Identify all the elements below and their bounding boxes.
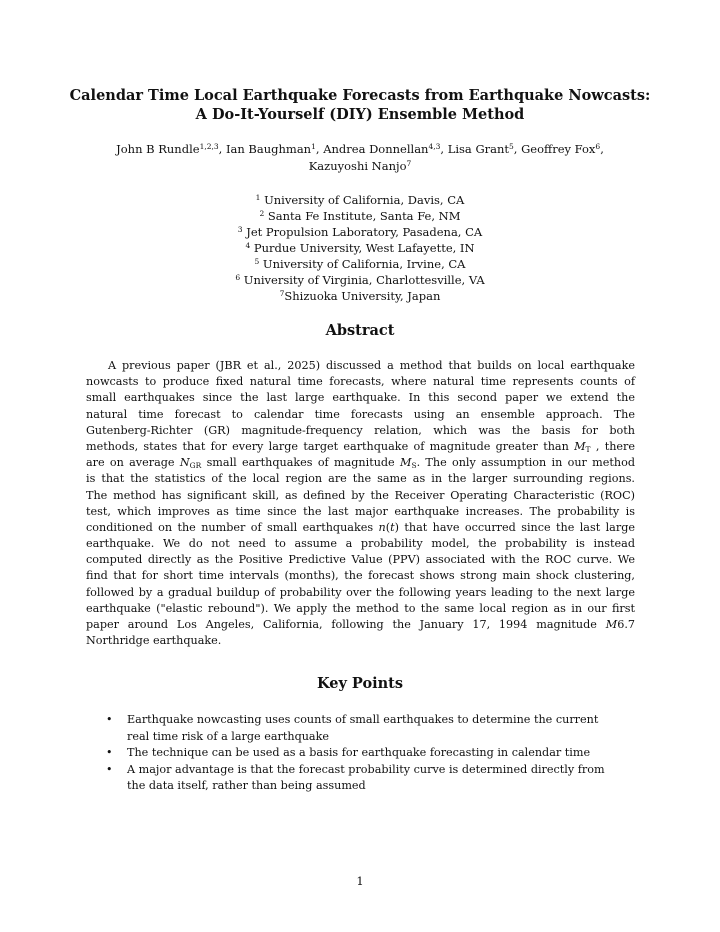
author-separator: , [315,142,324,156]
abstract-text: is that the statistics of the local region are the same as in the larger surrounding regions. [86,472,635,486]
author-line-2 [80,158,640,175]
math-symbol: t [390,520,395,534]
abstract-text: paper around Los Angeles, California, following the January 17, 1994 magnitude [86,618,606,631]
abstract-line [86,423,635,439]
abstract-line [86,471,635,487]
author-name: Geoffrey Fox [521,142,596,156]
key-point-line: the data itself, rather than being assumed [127,779,366,792]
abstract-text: followed by a gradual buildup of probability over the following years leading to the next large [86,585,635,599]
abstract-text: small earthquakes of magnitude [201,456,400,470]
affiliation-line [120,208,600,224]
abstract-text: are on average [86,456,180,470]
abstract-line [86,358,635,374]
author-affiliation-marker: 7 [406,159,412,168]
abstract-line [86,488,635,504]
author-separator: , [218,142,226,156]
author-name: Andrea Donnellan [323,142,429,156]
abstract-text: find that for short time intervals (months), the forecast shows strong main shock clustering, [86,569,635,583]
affiliation-marker: 5 [254,257,260,266]
title-line-2: A Do-It-Yourself (DIY) Ensemble Method [195,106,525,123]
abstract-text: small earthquakes since the last large earthquake. In this second paper we extend the [86,391,635,405]
affiliation-text: University of California, Davis, CA [260,193,465,207]
math-subscript: S [411,461,417,471]
author-separator: , [440,142,448,156]
key-point-line: real time risk of a large earthquake [127,729,330,743]
author-affiliation-marker: 1 [311,142,316,151]
abstract-line [86,407,635,423]
key-point-item [106,745,646,762]
affiliation-line [120,224,600,240]
affiliation-line [120,192,600,208]
abstract-line [86,390,635,406]
author-affiliation-marker: 1,2,3 [199,142,219,151]
abstract-text: ( [385,520,391,534]
abstract-text: natural time forecast to calendar time forecasts using an ensemble approach. The [86,407,635,421]
affiliation-line [120,240,600,256]
author-affiliation-marker: 4,3 [428,142,441,151]
abstract-line [86,568,635,584]
bullet-icon: • [106,746,113,759]
abstract-line [86,633,635,649]
abstract-line [86,520,635,536]
key-point-item [106,762,646,795]
abstract-text: computed directly as the Positive Predictive Value (PPV) associated with the ROC curve. We [86,553,635,567]
author-name: Kazuyoshi Nanjo [308,159,407,173]
affiliation-line [120,256,600,272]
author-name: John B Rundle [116,142,200,156]
key-point-line: A major advantage is that the forecast probability curve is determined directly from [127,762,605,776]
affiliation-marker: 3 [237,225,243,234]
abstract-line [86,585,635,601]
author-name: Ian Baughman [225,142,312,156]
abstract-text: Northridge earthquake. [86,634,222,648]
bullet-icon: • [106,713,113,726]
abstract-text: earthquake. We do not need to assume a probability model, the probability is instead [86,537,635,551]
math-symbol: n [378,520,386,534]
author-list [80,141,640,175]
abstract-text: The method has significant skill, as defined by the Receiver Operating Characteristic (ROC) [86,488,635,502]
abstract-text: methods, states that for every large target earthquake of magnitude greater than [86,439,575,453]
math-subscript: GR [189,461,202,471]
affiliation-line [120,272,600,288]
abstract-line [86,617,635,633]
abstract-line [86,455,635,471]
author-line-1 [80,141,640,158]
abstract-text: Gutenberg-Richter (GR) magnitude-frequency relation, which was the basis for both [86,423,635,437]
abstract-text: ) that have occurred since the last large [394,520,635,534]
author-separator: , [600,142,604,156]
abstract-text: . The only assumption in our method [416,456,635,470]
key-point-line: The technique can be used as a basis for earthquake forecasting in calendar time [127,746,591,759]
abstract-text: test, which improves as time since the last major earthquake increases. The probability is [86,504,635,518]
affiliation-text: Shizuoka University, Japan [284,289,441,303]
affiliation-marker: 7 [279,289,285,298]
abstract-line [86,536,635,552]
abstract-text: earthquake ("elastic rebound"). We apply the method to the same local region as in our first [86,601,635,615]
abstract-line [86,374,635,390]
abstract-text: A previous paper (JBR et al., 2025) discussed a method that builds on local earthquake [108,359,635,372]
author-name: Lisa Grant [447,142,510,156]
affiliation-line [120,288,600,304]
math-symbol: M [574,439,586,453]
abstract-line [86,439,635,455]
abstract-text: , there [590,439,635,453]
affiliation-marker: 6 [235,273,241,282]
paper-title [60,86,660,124]
abstract-text: nowcasts to produce fixed natural time forecasts, where natural time represents counts of [86,375,635,389]
abstract-text: 6.7 [617,618,635,631]
math-symbol: M [399,456,412,470]
affiliation-marker: 1 [255,193,261,202]
abstract-line [86,552,635,568]
affiliation-text: University of California, Irvine, CA [259,257,466,271]
abstract-line [86,601,635,617]
key-points-list [106,712,646,795]
author-affiliation-marker: 5 [509,142,514,151]
page-number: 1 [356,874,364,888]
affiliation-marker: 4 [245,241,251,250]
author-affiliation-marker: 6 [595,142,601,151]
abstract-line [86,504,635,520]
affiliation-list [120,192,600,304]
math-symbol: M [605,618,618,631]
key-point-item [106,712,646,745]
affiliation-text: Purdue University, West Lafayette, IN [250,241,475,255]
math-symbol: N [179,456,190,470]
abstract-heading: Abstract [325,322,395,339]
key-point-line: Earthquake nowcasting uses counts of small earthquakes to determine the current [127,713,599,726]
affiliation-text: University of Virginia, Charlottesville, VA [240,273,485,287]
affiliation-marker: 2 [259,209,265,218]
title-line-1: Calendar Time Local Earthquake Forecasts from Earthquake Nowcasts: [69,87,651,104]
key-points-heading: Key Points [316,675,404,692]
abstract-text: conditioned on the number of small earthquakes [86,520,379,534]
author-separator: , [513,142,522,156]
bullet-icon: • [106,762,113,776]
affiliation-text: Jet Propulsion Laboratory, Pasadena, CA [242,225,483,239]
abstract-body [86,358,635,649]
affiliation-text: Santa Fe Institute, Santa Fe, NM [264,209,461,223]
math-subscript: T [585,444,591,454]
